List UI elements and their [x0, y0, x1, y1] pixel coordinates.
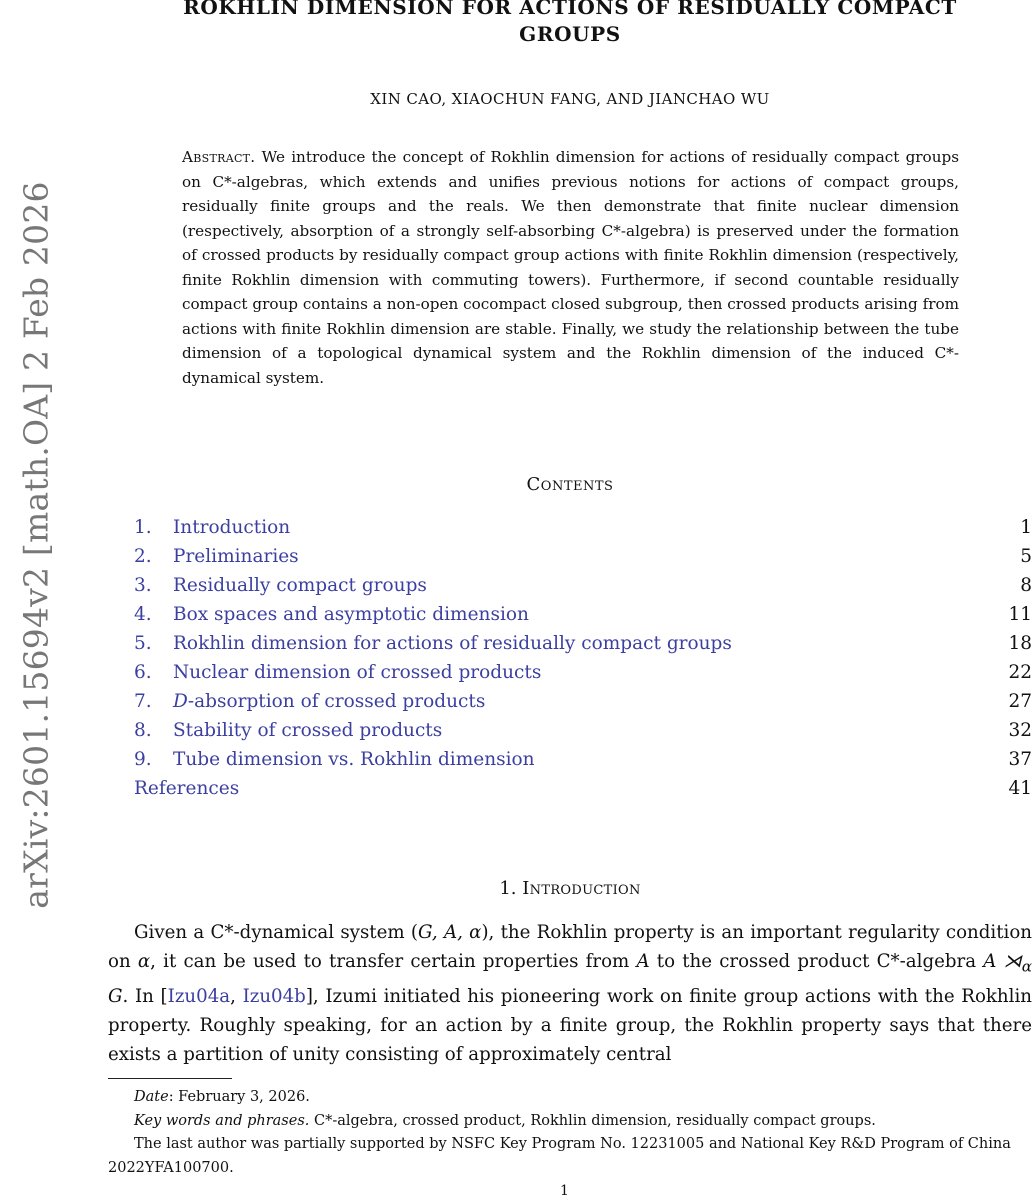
toc-label-italic: D [173, 691, 188, 712]
text-run: ), the Rokhlin property is an important regularity condition on [108, 922, 1032, 972]
footnote-label: Date [134, 1089, 169, 1105]
toc-number: 7. [134, 691, 152, 712]
toc-entry[interactable] [134, 716, 1032, 745]
toc-link[interactable] [173, 691, 1008, 712]
abstract-label: Abstract. [182, 148, 256, 166]
toc-link[interactable]: Residually compact groups [173, 575, 427, 596]
footnote-value: : February 3, 2026. [168, 1089, 310, 1105]
page-number: 1 [560, 1183, 569, 1199]
toc-number: 8. [134, 720, 152, 741]
toc-entry[interactable] [134, 687, 1032, 716]
toc-entry[interactable] [134, 629, 1032, 658]
abstract-text: We introduce the concept of Rokhlin dimension for actions of residually compact groups on C*-algebras, which extends and unifies previous notions for actions of compact groups, residually finite groups and the reals. We then demonstrate that finite nuclear dimension (respectively, absorption of a strongly self-absorbing C*-algebra) is preserved under the formation of crossed products by residually compact group actions with finite Rokhlin dimension (respectively, finite Rokhlin dimension with commuting towers). Furthermore, if second countable residually compact group contains a non-open cocompact closed subgroup, then crossed products arising from actions with finite Rokhlin dimension are stable. Finally, we study the relationship between the tube dimension of a topological dynamical system and the Rokhlin dimension of the induced C*-dynamical system. [182, 148, 959, 387]
table-of-contents [134, 513, 1032, 803]
toc-link[interactable]: Introduction [173, 517, 291, 538]
toc-link[interactable]: Tube dimension vs. Rokhlin dimension [173, 749, 535, 770]
toc-link[interactable]: Box spaces and asymptotic dimension [173, 604, 529, 625]
section-number: 1. [499, 878, 517, 899]
math-run: α [137, 951, 151, 972]
toc-page: 27 [1008, 691, 1032, 712]
footnote-value: C*-algebra, crossed product, Rokhlin dimension, residually compact groups. [309, 1112, 876, 1129]
toc-link[interactable]: Nuclear dimension of crossed products [173, 662, 542, 683]
math-subscript: α [1021, 957, 1032, 976]
text-run: to the crossed product C*-algebra [649, 951, 984, 972]
toc-page: 18 [1008, 633, 1032, 654]
footnote-rule [108, 1078, 232, 1079]
title-line-2: GROUPS [519, 22, 621, 46]
toc-number: 9. [134, 749, 152, 770]
toc-number: 2. [134, 546, 152, 567]
toc-entry[interactable] [134, 745, 1032, 774]
math-run: A ⋊ [983, 951, 1022, 972]
toc-number: 1. [134, 517, 152, 538]
toc-page: 22 [1008, 662, 1032, 683]
toc-link-references[interactable]: References [134, 778, 240, 799]
math-run: G, A, α [418, 922, 482, 943]
toc-link[interactable]: Stability of crossed products [173, 720, 443, 741]
footnote-support: The last author was partially supported by NSFC Key Program No. 12231005 and National Key R&D Program of China 2022YFA100700. [108, 1136, 1011, 1176]
footnote-label: Key words and phrases. [134, 1112, 310, 1129]
text-run: . In [ [122, 985, 168, 1007]
toc-page: 1 [1020, 517, 1032, 538]
footnotes [108, 1086, 1032, 1180]
citation-link[interactable]: Izu04a [167, 985, 231, 1007]
section-heading [120, 878, 1020, 899]
toc-page: 41 [1008, 778, 1032, 799]
toc-entry[interactable] [134, 571, 1032, 600]
introduction-paragraph [108, 918, 1032, 1069]
math-run: G [108, 985, 123, 1007]
toc-entry[interactable] [134, 658, 1032, 687]
toc-page: 37 [1008, 749, 1032, 770]
toc-page: 11 [1008, 604, 1032, 625]
text-run: ], Izumi initiated his pioneering work on finite group actions with the Rokhlin property. Roughly speaking, for an action by a finite group, the Rokhlin property says that there exists a partition of unity consisting of approximately central [108, 985, 1032, 1065]
abstract [182, 145, 959, 390]
title-line-1: ROKHLIN DIMENSION FOR ACTIONS OF RESIDUALLY COMPACT [183, 0, 957, 19]
arxiv-identifier: arXiv:2601.15694v2 [math.OA] 2 Feb 2026 [16, 181, 56, 909]
contents-title: Contents [526, 474, 614, 495]
toc-link[interactable]: Rokhlin dimension for actions of residually compact groups [173, 633, 732, 654]
math-run: A [636, 951, 650, 972]
toc-entry[interactable] [134, 600, 1032, 629]
citation-link[interactable]: Izu04b [242, 985, 306, 1007]
toc-number: 3. [134, 575, 152, 596]
section-title: Introduction [522, 878, 641, 899]
toc-entry[interactable] [134, 513, 1032, 542]
toc-label-rest: -absorption of crossed products [187, 691, 486, 712]
toc-number: 4. [134, 604, 152, 625]
paper-title [120, 0, 1020, 48]
text-run: , it can be used to transfer certain properties from [150, 951, 637, 972]
authors: XIN CAO, XIAOCHUN FANG, AND JIANCHAO WU [370, 90, 770, 108]
text-run: , [230, 985, 243, 1007]
footnote-date [108, 1086, 1032, 1110]
footnote-keywords [108, 1110, 1032, 1134]
toc-link[interactable]: Preliminaries [173, 546, 299, 567]
toc-entry[interactable] [134, 774, 1032, 803]
toc-number: 5. [134, 633, 152, 654]
toc-page: 8 [1020, 575, 1032, 596]
toc-page: 5 [1020, 546, 1032, 567]
text-run: Given a C*-dynamical system ( [134, 922, 418, 943]
toc-entry[interactable] [134, 542, 1032, 571]
toc-number: 6. [134, 662, 152, 683]
toc-page: 32 [1008, 720, 1032, 741]
